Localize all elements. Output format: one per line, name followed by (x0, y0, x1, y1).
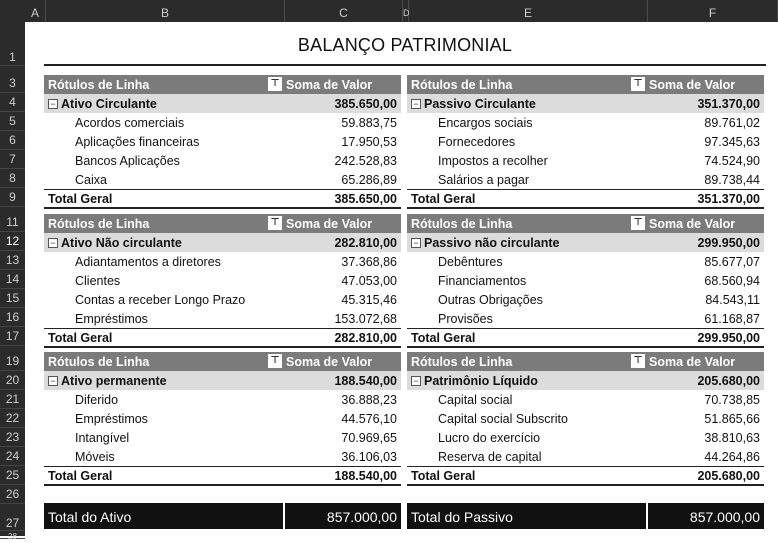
row-number[interactable]: 9 (0, 188, 25, 207)
item-name: Financiamentos (438, 274, 527, 288)
sum-of-value-header[interactable]: Soma de Valor (649, 355, 736, 369)
total-passivo-label: Total do Passivo (411, 509, 513, 525)
item-value: 59.883,75 (341, 116, 397, 130)
row-number[interactable]: 25 (0, 466, 25, 485)
table-row[interactable] (407, 113, 764, 132)
row-labels-header[interactable]: Rótulos de Linha (411, 217, 513, 231)
collapse-icon[interactable]: − (48, 376, 58, 386)
total-passivo-bar[interactable] (407, 503, 764, 529)
item-name: Móveis (75, 450, 115, 464)
group-row[interactable] (44, 233, 401, 252)
group-total: 188.540,00 (334, 374, 397, 388)
item-value: 84.543,11 (705, 293, 760, 307)
item-value: 70.969,65 (341, 431, 397, 445)
grand-total-value: 351.370,00 (697, 192, 760, 206)
item-value: 36.106,03 (341, 450, 397, 464)
row-number[interactable]: 15 (0, 289, 25, 308)
row-labels-header[interactable]: Rótulos de Linha (411, 355, 513, 369)
table-row[interactable] (407, 447, 764, 466)
table-row[interactable] (407, 170, 764, 189)
collapse-icon[interactable]: − (411, 238, 421, 248)
group-total: 351.370,00 (697, 97, 760, 111)
item-name: Adiantamentos a diretores (75, 255, 221, 269)
group-total: 385.650,00 (334, 97, 397, 111)
group-row[interactable] (407, 94, 764, 113)
item-value: 44.576,10 (341, 412, 397, 426)
item-name: Contas a receber Longo Prazo (75, 293, 246, 307)
row-number[interactable]: 5 (0, 112, 25, 131)
column-header-d[interactable]: D (403, 0, 409, 22)
pivot-table-ativo-circulante (44, 75, 401, 209)
item-value: 38.810,63 (704, 431, 760, 445)
item-name: Caixa (75, 173, 107, 187)
pivot-table-passivo-nao-circulante (407, 214, 764, 348)
column-header-e[interactable]: E (409, 0, 648, 22)
table-row[interactable] (44, 113, 401, 132)
grand-total-row[interactable] (407, 466, 764, 486)
row-number[interactable]: 7 (0, 150, 25, 169)
pivot-table-ativo-permanente (44, 352, 401, 486)
column-header-f[interactable]: F (648, 0, 778, 22)
row-labels-header[interactable]: Rótulos de Linha (48, 78, 150, 92)
row-labels-header[interactable]: Rótulos de Linha (48, 217, 150, 231)
total-ativo-value: 857.000,00 (326, 509, 397, 525)
row-number[interactable]: 17 (0, 327, 25, 346)
grand-total-row[interactable] (44, 189, 401, 209)
pivot-table-patrimonio-liquido (407, 352, 764, 486)
table-row[interactable] (407, 390, 764, 409)
group-total: 205.680,00 (697, 374, 760, 388)
item-name: Aplicações financeiras (75, 135, 200, 149)
table-row[interactable] (407, 271, 764, 290)
item-value: 17.950,53 (341, 135, 397, 149)
title-underline (44, 64, 766, 66)
sum-of-value-header[interactable]: Soma de Valor (649, 217, 736, 231)
row-number[interactable]: 27 (0, 504, 25, 531)
table-row[interactable] (44, 151, 401, 170)
filter-icon[interactable]: ⊤ (631, 216, 645, 230)
item-name: Encargos sociais (438, 116, 533, 130)
row-number[interactable]: 28 (0, 531, 25, 539)
item-name: Debêntures (438, 255, 503, 269)
row-number[interactable]: 12 (0, 232, 25, 251)
pivot-table-ativo-nao-circulante (44, 214, 401, 348)
item-value: 242.528,83 (334, 154, 397, 168)
item-value: 61.168,87 (704, 312, 760, 326)
row-number[interactable]: 14 (0, 270, 25, 289)
group-row[interactable] (407, 233, 764, 252)
filter-icon[interactable]: ⊤ (268, 216, 282, 230)
pivot-header (407, 214, 764, 233)
collapse-icon[interactable]: − (48, 238, 58, 248)
grand-total-label: Total Geral (411, 469, 476, 483)
row-number[interactable]: 20 (0, 371, 25, 390)
row-number[interactable]: 3 (0, 74, 25, 93)
sum-of-value-header[interactable]: Soma de Valor (286, 217, 373, 231)
grand-total-label: Total Geral (411, 331, 476, 345)
item-value: 85.677,07 (704, 255, 760, 269)
table-row[interactable] (407, 132, 764, 151)
row-number[interactable]: 21 (0, 390, 25, 409)
item-name: Empréstimos (75, 412, 148, 426)
item-name: Provisões (438, 312, 493, 326)
item-name: Reserva de capital (438, 450, 542, 464)
item-name: Clientes (75, 274, 121, 288)
item-value: 37.368,86 (341, 255, 397, 269)
table-row[interactable] (407, 252, 764, 271)
group-name: Passivo Circulante (424, 97, 536, 111)
table-row[interactable] (44, 428, 401, 447)
table-row[interactable] (44, 409, 401, 428)
group-name: Passivo não circulante (424, 236, 560, 250)
group-row[interactable] (44, 94, 401, 113)
total-passivo-value: 857.000,00 (689, 509, 760, 525)
row-number[interactable]: 6 (0, 131, 25, 150)
collapse-icon[interactable]: − (48, 99, 58, 109)
item-name: Capital social Subscrito (438, 412, 568, 426)
row-number[interactable]: 4 (0, 93, 25, 112)
row-number[interactable]: 24 (0, 447, 25, 466)
item-name: Lucro do exercício (438, 431, 541, 445)
table-row[interactable] (407, 290, 764, 309)
table-row[interactable] (44, 170, 401, 189)
filter-icon[interactable]: ⊤ (268, 77, 282, 91)
item-name: Bancos Aplicações (75, 154, 180, 168)
total-ativo-bar[interactable] (44, 503, 401, 529)
grand-total-value: 385.650,00 (334, 192, 397, 206)
total-ativo-label: Total do Ativo (48, 509, 132, 525)
item-value: 47.053,00 (341, 274, 397, 288)
group-total: 299.950,00 (697, 236, 760, 250)
grand-total-label: Total Geral (411, 192, 476, 206)
item-value: 36.888,23 (341, 393, 397, 407)
collapse-icon[interactable]: − (411, 376, 421, 386)
item-value: 97.345,63 (704, 135, 760, 149)
sum-of-value-header[interactable]: Soma de Valor (286, 78, 373, 92)
row-number[interactable]: 13 (0, 251, 25, 270)
item-value: 89.761,02 (704, 116, 760, 130)
grand-total-label: Total Geral (48, 469, 113, 483)
row-number[interactable]: 23 (0, 428, 25, 447)
grand-total-value: 188.540,00 (334, 469, 397, 483)
item-value: 51.865,66 (704, 412, 760, 426)
group-name: Ativo Circulante (61, 97, 157, 111)
grand-total-row[interactable] (44, 466, 401, 486)
table-row[interactable] (44, 290, 401, 309)
grand-total-row[interactable] (44, 328, 401, 348)
grand-total-row[interactable] (407, 189, 764, 209)
page-title: BALANÇO PATRIMONIAL (297, 35, 513, 55)
item-value: 74.524,90 (704, 154, 760, 168)
row-header-bar (0, 22, 25, 541)
filter-icon[interactable]: ⊤ (631, 354, 645, 368)
group-row[interactable] (407, 371, 764, 390)
table-row[interactable] (407, 309, 764, 328)
column-header-c[interactable]: C (285, 0, 403, 22)
row-number[interactable]: 19 (0, 352, 25, 371)
row-number[interactable]: 8 (0, 169, 25, 188)
table-row[interactable] (44, 252, 401, 271)
filter-icon[interactable]: ⊤ (268, 354, 282, 368)
pivot-header (407, 352, 764, 371)
item-name: Intangível (75, 431, 130, 445)
row-labels-header[interactable]: Rótulos de Linha (48, 355, 150, 369)
item-value: 68.560,94 (704, 274, 760, 288)
item-value: 65.286,89 (341, 173, 397, 187)
group-name: Ativo Não circulante (61, 236, 182, 250)
item-name: Impostos a recolher (438, 154, 548, 168)
item-value: 70.738,85 (704, 393, 760, 407)
table-row[interactable] (407, 428, 764, 447)
grand-total-value: 299.950,00 (697, 331, 760, 345)
group-name: Ativo permanente (61, 374, 167, 388)
table-row[interactable] (44, 447, 401, 466)
row-number[interactable]: 11 (0, 213, 25, 232)
sum-of-value-header[interactable]: Soma de Valor (649, 78, 736, 92)
pivot-header (44, 75, 401, 94)
table-row[interactable] (44, 132, 401, 151)
item-name: Salários a pagar (438, 173, 530, 187)
pivot-header (44, 352, 401, 371)
table-row[interactable] (407, 151, 764, 170)
table-row[interactable] (407, 409, 764, 428)
item-value: 45.315,46 (341, 293, 397, 307)
sum-of-value-header[interactable]: Soma de Valor (286, 355, 373, 369)
collapse-icon[interactable]: − (411, 99, 421, 109)
pivot-table-passivo-circulante (407, 75, 764, 209)
row-number[interactable]: 1 (0, 22, 25, 66)
table-row[interactable] (44, 309, 401, 328)
row-number[interactable]: 22 (0, 409, 25, 428)
filter-icon[interactable]: ⊤ (631, 77, 645, 91)
row-number[interactable]: 16 (0, 308, 25, 327)
pivot-header (44, 214, 401, 233)
pivot-header (407, 75, 764, 94)
item-name: Fornecedores (438, 135, 516, 149)
grand-total-value: 282.810,00 (334, 331, 397, 345)
select-all-corner[interactable] (0, 0, 25, 22)
cell-divider (646, 503, 648, 529)
item-name: Diferido (75, 393, 119, 407)
grand-total-row[interactable] (407, 328, 764, 348)
row-labels-header[interactable]: Rótulos de Linha (411, 78, 513, 92)
item-name: Capital social (438, 393, 513, 407)
column-header-b[interactable]: B (46, 0, 285, 22)
grand-total-label: Total Geral (48, 192, 113, 206)
item-value: 153.072,68 (334, 312, 397, 326)
column-header-a[interactable]: A (25, 0, 46, 22)
table-row[interactable] (44, 390, 401, 409)
cell-divider (283, 503, 285, 529)
group-total: 282.810,00 (334, 236, 397, 250)
column-header-bar (0, 0, 778, 22)
grand-total-value: 205.680,00 (697, 469, 760, 483)
item-name: Acordos comerciais (75, 116, 185, 130)
group-name: Patrimônio Líquido (424, 374, 538, 388)
item-name: Outras Obrigações (438, 293, 543, 307)
row-number[interactable]: 26 (0, 485, 25, 504)
grand-total-label: Total Geral (48, 331, 113, 345)
group-row[interactable] (44, 371, 401, 390)
item-value: 89.738,44 (704, 173, 760, 187)
item-value: 44.264,86 (704, 450, 760, 464)
table-row[interactable] (44, 271, 401, 290)
item-name: Empréstimos (75, 312, 148, 326)
